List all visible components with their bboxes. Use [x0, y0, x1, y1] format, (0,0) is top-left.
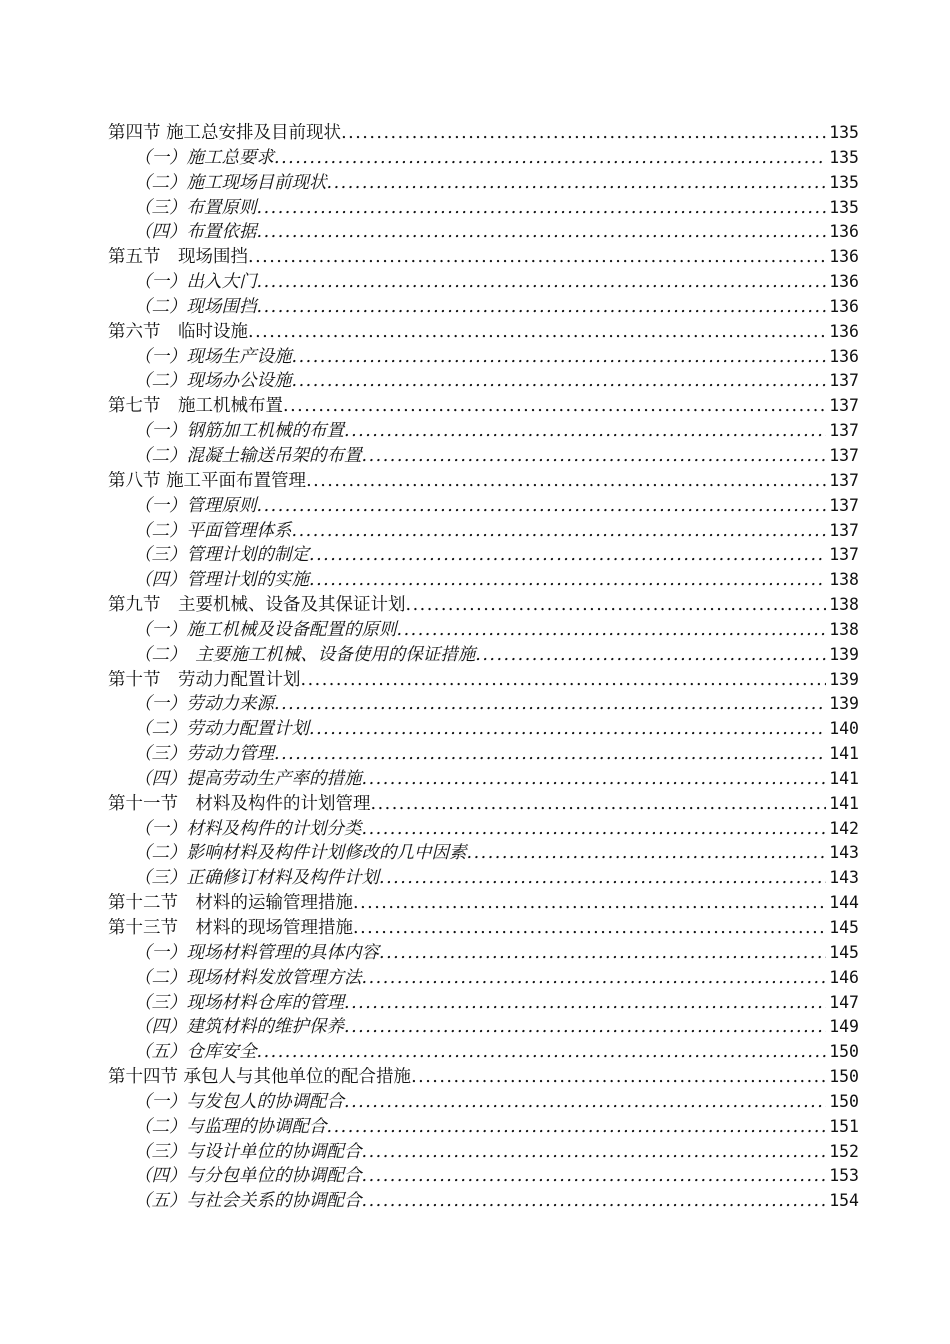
toc-page-number: 136	[829, 321, 859, 341]
toc-page-number: 136	[829, 222, 859, 242]
dot-leader	[327, 1115, 827, 1140]
toc-page-number: 137	[829, 520, 859, 540]
toc-page-number: 138	[829, 570, 859, 590]
toc-page-number: 141	[829, 768, 859, 788]
toc-entry-title: （三）劳动力管理	[134, 744, 274, 765]
toc-subsection-entry[interactable]	[108, 866, 859, 891]
toc-entry-title: 第五节 现场围挡	[108, 247, 248, 268]
toc-subsection-entry[interactable]	[108, 146, 859, 171]
dot-leader	[292, 345, 827, 370]
toc-subsection-entry[interactable]	[108, 1015, 859, 1040]
dot-leader	[283, 394, 826, 419]
toc-entry-title: （一）材料及构件的计划分类	[134, 818, 362, 839]
toc-page-number: 150	[829, 1042, 859, 1062]
toc-page-number: 145	[829, 942, 859, 962]
toc-page-number: 150	[829, 1091, 859, 1111]
toc-entry-title: （一）现场材料管理的具体内容	[134, 942, 379, 963]
dot-leader	[257, 220, 827, 245]
toc-page-number: 152	[829, 1141, 859, 1161]
toc-section-entry[interactable]	[108, 668, 859, 693]
toc-page-number: 150	[829, 1067, 859, 1087]
dot-leader	[341, 121, 826, 146]
toc-page-number: 154	[829, 1191, 859, 1211]
toc-page-number: 136	[829, 247, 859, 267]
toc-subsection-entry[interactable]	[108, 494, 859, 519]
toc-page-number: 140	[829, 719, 859, 739]
toc-page-number: 137	[829, 470, 859, 490]
dot-leader	[344, 991, 826, 1016]
dot-leader	[379, 866, 826, 891]
toc-subsection-entry[interactable]	[108, 1115, 859, 1140]
dot-leader	[309, 717, 826, 742]
toc-page-number: 136	[829, 296, 859, 316]
toc-section-entry[interactable]	[108, 891, 859, 916]
toc-entry-title: （二）现场围挡	[134, 296, 257, 317]
toc-subsection-entry[interactable]	[108, 643, 859, 668]
dot-leader	[362, 817, 827, 842]
dot-leader	[257, 1040, 827, 1065]
toc-page-number: 144	[829, 893, 859, 913]
toc-subsection-entry[interactable]	[108, 519, 859, 544]
toc-subsection-entry[interactable]	[108, 543, 859, 568]
dot-leader	[362, 767, 827, 792]
toc-entry-title: （五）仓库安全	[134, 1042, 257, 1063]
toc-entry-title: （三）与设计单位的协调配合	[134, 1141, 362, 1162]
toc-section-entry[interactable]	[108, 245, 859, 270]
toc-subsection-entry[interactable]	[108, 1040, 859, 1065]
dot-leader	[257, 295, 827, 320]
toc-subsection-entry[interactable]	[108, 196, 859, 221]
toc-entry-title: （三）正确修订材料及构件计划	[134, 868, 379, 889]
dot-leader	[344, 1090, 826, 1115]
toc-entry-title: （四）提高劳动生产率的措施	[134, 768, 362, 789]
toc-section-entry[interactable]	[108, 121, 859, 146]
dot-leader	[274, 742, 826, 767]
toc-entry-title: （三）现场材料仓库的管理	[134, 992, 344, 1013]
toc-subsection-entry[interactable]	[108, 568, 859, 593]
toc-page-number: 142	[829, 818, 859, 838]
dot-leader	[248, 245, 826, 270]
toc-entry-title: （一）钢筋加工机械的布置	[134, 421, 344, 442]
toc-entry-title: （一）施工总要求	[134, 147, 274, 168]
toc-entry-title: （一）现场生产设施	[134, 346, 292, 367]
toc-page-number: 143	[829, 868, 859, 888]
toc-section-entry[interactable]	[108, 792, 859, 817]
dot-leader	[309, 568, 826, 593]
dot-leader	[257, 270, 827, 295]
toc-entry-title: （四）管理计划的实施	[134, 570, 309, 591]
toc-page-number: 153	[829, 1166, 859, 1186]
dot-leader	[301, 668, 827, 693]
table-of-contents	[108, 121, 859, 1214]
dot-leader	[362, 444, 827, 469]
dot-leader	[362, 1140, 827, 1165]
toc-entry-title: （一）出入大门	[134, 272, 257, 293]
toc-entry-title: （一）施工机械及设备配置的原则	[134, 619, 397, 640]
toc-subsection-entry[interactable]	[108, 295, 859, 320]
dot-leader	[274, 692, 826, 717]
toc-subsection-entry[interactable]	[108, 270, 859, 295]
dot-leader	[397, 618, 827, 643]
dot-leader	[292, 369, 827, 394]
toc-subsection-entry[interactable]	[108, 345, 859, 370]
toc-page-number: 137	[829, 421, 859, 441]
dot-leader	[406, 593, 827, 618]
dot-leader	[257, 494, 827, 519]
toc-entry-title: （二）与监理的协调配合	[134, 1116, 327, 1137]
toc-subsection-entry[interactable]	[108, 767, 859, 792]
toc-entry-title: （三）管理计划的制定	[134, 545, 309, 566]
toc-entry-title: （四）与分包单位的协调配合	[134, 1166, 362, 1187]
toc-entry-title: （二）影响材料及构件计划修改的几中因素	[134, 843, 467, 864]
toc-page-number: 136	[829, 272, 859, 292]
dot-leader	[362, 1189, 827, 1214]
dot-leader	[467, 841, 827, 866]
toc-page-number: 137	[829, 545, 859, 565]
toc-entry-title: （二）现场办公设施	[134, 371, 292, 392]
toc-subsection-entry[interactable]	[108, 220, 859, 245]
toc-entry-title: 第七节 施工机械布置	[108, 396, 283, 417]
dot-leader	[309, 543, 826, 568]
toc-section-entry[interactable]	[108, 593, 859, 618]
toc-subsection-entry[interactable]	[108, 444, 859, 469]
toc-page-number: 137	[829, 445, 859, 465]
dot-leader	[379, 941, 826, 966]
dot-leader	[327, 171, 827, 196]
toc-entry-title: （四）布置依据	[134, 222, 257, 243]
toc-page-number: 135	[829, 172, 859, 192]
toc-entry-title: （一）与发包人的协调配合	[134, 1091, 344, 1112]
toc-entry-title: （二）混凝土输送吊架的布置	[134, 445, 362, 466]
toc-subsection-entry[interactable]	[108, 841, 859, 866]
toc-section-entry[interactable]	[108, 1065, 859, 1090]
toc-section-entry[interactable]	[108, 394, 859, 419]
toc-page-number: 138	[829, 595, 859, 615]
dot-leader	[248, 320, 826, 345]
toc-subsection-entry[interactable]	[108, 618, 859, 643]
toc-page-number: 137	[829, 396, 859, 416]
dot-leader	[274, 146, 826, 171]
toc-page-number: 149	[829, 1017, 859, 1037]
toc-subsection-entry[interactable]	[108, 941, 859, 966]
toc-subsection-entry[interactable]	[108, 369, 859, 394]
toc-page-number: 145	[829, 918, 859, 937]
dot-leader	[411, 1065, 826, 1090]
toc-entry-title: （三）布置原则	[134, 197, 257, 218]
dot-leader	[344, 419, 826, 444]
toc-subsection-entry[interactable]	[108, 966, 859, 991]
toc-entry-title: （一）管理原则	[134, 495, 257, 516]
toc-entry-title: （五）与社会关系的协调配合	[134, 1191, 362, 1212]
toc-entry-title: 第八节 施工平面布置管理	[108, 470, 307, 491]
toc-section-entry[interactable]	[108, 469, 859, 494]
toc-section-entry[interactable]	[108, 320, 859, 345]
toc-entry-title: （二）平面管理体系	[134, 520, 292, 541]
toc-subsection-entry[interactable]	[108, 742, 859, 767]
toc-page-number: 135	[829, 197, 859, 217]
toc-page-number: 135	[829, 123, 859, 142]
toc-entry-title: 第十节 劳动力配置计划	[108, 669, 301, 690]
toc-page-number: 139	[829, 694, 859, 714]
toc-subsection-entry[interactable]	[108, 1189, 859, 1214]
toc-subsection-entry[interactable]	[108, 1090, 859, 1115]
toc-page-number: 136	[829, 346, 859, 366]
toc-entry-title: 第十二节 材料的运输管理措施	[108, 893, 353, 914]
dot-leader	[292, 519, 827, 544]
toc-entry-title: 第十一节 材料及构件的计划管理	[108, 793, 371, 814]
toc-page-number: 146	[829, 967, 859, 987]
toc-page-number: 138	[829, 619, 859, 639]
toc-page-number: 137	[829, 495, 859, 515]
dot-leader	[344, 1015, 826, 1040]
toc-page-number: 147	[829, 992, 859, 1012]
dot-leader	[362, 966, 827, 991]
dot-leader	[362, 1164, 827, 1189]
toc-entry-title: 第六节 临时设施	[108, 321, 248, 342]
toc-entry-title: 第十三节 材料的现场管理措施	[108, 918, 353, 938]
dot-leader	[353, 916, 826, 941]
dot-leader	[353, 891, 826, 916]
toc-subsection-entry[interactable]	[108, 717, 859, 742]
toc-page-number: 139	[829, 669, 859, 689]
toc-entry-title: 第九节 主要机械、设备及其保证计划	[108, 595, 406, 616]
toc-subsection-entry[interactable]	[108, 171, 859, 196]
dot-leader	[371, 792, 827, 817]
toc-page-number: 141	[829, 793, 859, 813]
toc-subsection-entry[interactable]	[108, 1140, 859, 1165]
toc-section-entry[interactable]	[108, 916, 859, 941]
dot-leader	[257, 196, 827, 221]
toc-subsection-entry[interactable]	[108, 991, 859, 1016]
toc-subsection-entry[interactable]	[108, 692, 859, 717]
toc-entry-title: （二）施工现场目前现状	[134, 172, 327, 193]
toc-entry-title: （二） 主要施工机械、设备使用的保证措施	[134, 644, 476, 665]
toc-entry-title: （二）劳动力配置计划	[134, 719, 309, 740]
toc-page-number: 143	[829, 843, 859, 863]
toc-entry-title: （二）现场材料发放管理方法	[134, 967, 362, 988]
toc-page-number: 151	[829, 1116, 859, 1136]
toc-entry-title: 第十四节 承包人与其他单位的配合措施	[108, 1067, 412, 1088]
toc-page-number: 139	[829, 644, 859, 664]
toc-subsection-entry[interactable]	[108, 817, 859, 842]
toc-page-number: 137	[829, 371, 859, 391]
toc-page-number: 135	[829, 147, 859, 167]
toc-entry-title: （四）建筑材料的维护保养	[134, 1017, 344, 1038]
toc-page-number: 141	[829, 744, 859, 764]
toc-entry-title: （一）劳动力来源	[134, 694, 274, 715]
toc-subsection-entry[interactable]	[108, 1164, 859, 1189]
toc-entry-title: 第四节 施工总安排及目前现状	[108, 123, 342, 143]
toc-subsection-entry[interactable]	[108, 419, 859, 444]
dot-leader	[475, 643, 826, 668]
dot-leader	[306, 469, 826, 494]
